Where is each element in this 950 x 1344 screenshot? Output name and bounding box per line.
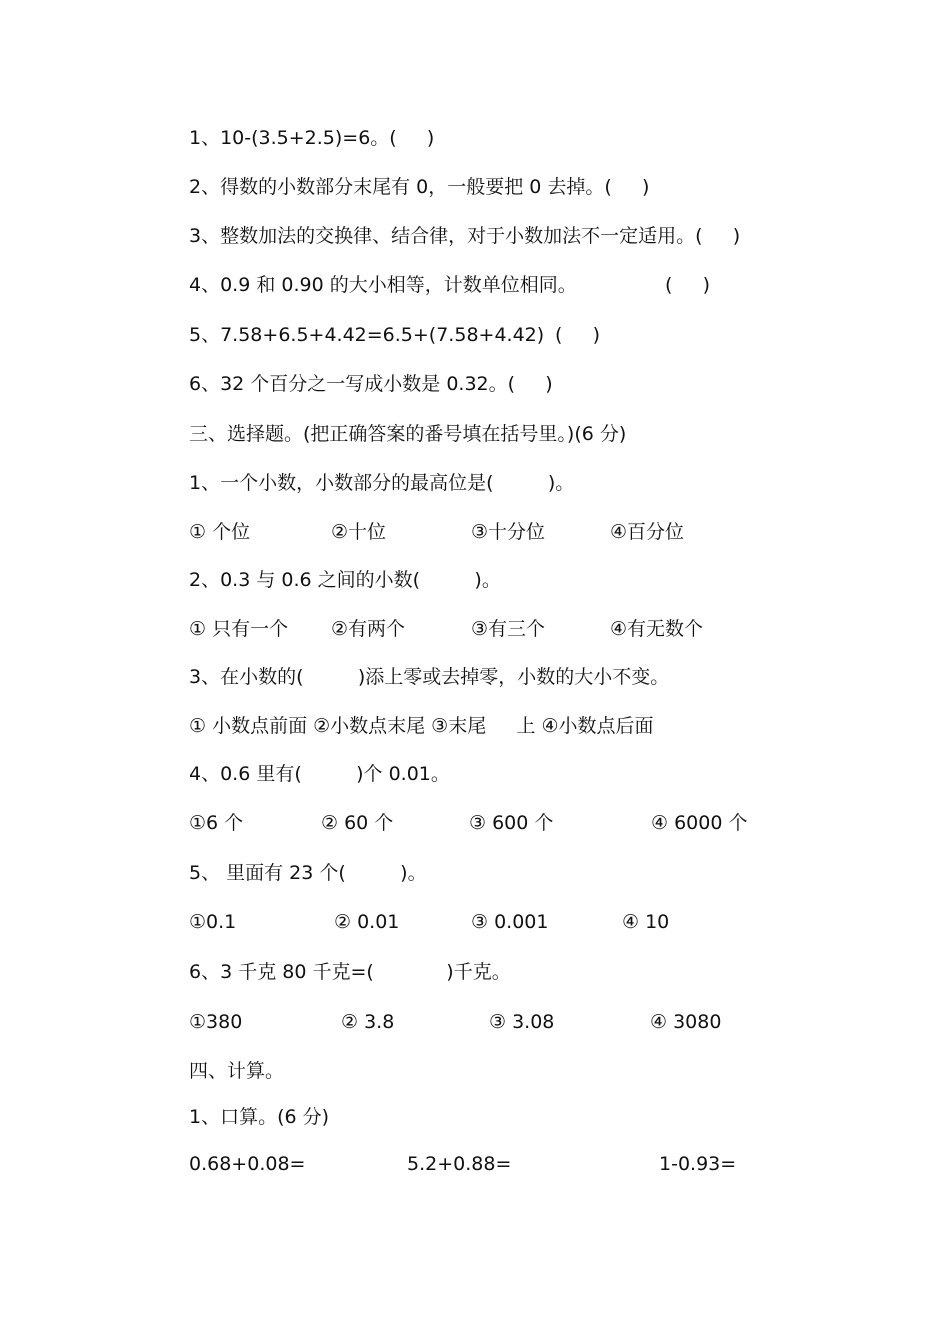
choice-options-5 [189, 907, 670, 937]
judgment-item-6: 6、32 个百分之一写成小数是 0.32。( ) [189, 373, 553, 395]
section4-heading: 四、计算。 [189, 1060, 285, 1082]
option: ① 只有一个 [189, 618, 289, 640]
section3-heading: 三、选择题。(把正确答案的番号填在括号里。)(6 分) [189, 423, 627, 445]
option: ② 3.8 [341, 1011, 395, 1033]
option: ③ 600 个 [469, 812, 554, 834]
judgment-item-4-text: 4、0.9 和 0.90 的大小相等，计数单位相同。 [189, 274, 577, 296]
choice-options-1 [189, 517, 685, 547]
choice-options-6 [189, 1007, 722, 1037]
choice-question-4: 4、0.6 里有( )个 0.01。 [189, 763, 450, 785]
option: ③ 0.001 [471, 911, 549, 933]
option: ② 60 个 [321, 812, 394, 834]
option: ①380 [189, 1011, 243, 1033]
judgment-item-5-blank: ( ) [555, 324, 601, 346]
judgment-item-2: 2、得数的小数部分末尾有 0，一般要把 0 去掉。( ) [189, 176, 650, 198]
option: ②十位 [331, 521, 387, 543]
judgment-item-5-text: 5、7.58+6.5+4.42=6.5+(7.58+4.42) [189, 324, 545, 346]
calc-expression: 0.68+0.08= [189, 1153, 306, 1175]
option: ① 个位 [189, 521, 251, 543]
option: ④ 3080 [650, 1011, 722, 1033]
judgment-item-3: 3、整数加法的交换律、结合律，对于小数加法不一定适用。( ) [189, 225, 741, 247]
option: ④有无数个 [610, 618, 704, 640]
calc-expression: 5.2+0.88= [407, 1153, 512, 1175]
oral-calc-heading: 1、口算。(6 分) [189, 1106, 330, 1128]
option: ④ 10 [622, 911, 670, 933]
choice-options-2 [189, 614, 704, 644]
choice-options-3: ① 小数点前面 ②小数点末尾 ③末尾 上 ④小数点后面 [189, 715, 654, 737]
choice-question-5: 5、 里面有 23 个( )。 [189, 862, 427, 884]
choice-question-6: 6、3 千克 80 千克=( )千克。 [189, 961, 511, 983]
option: ③十分位 [471, 521, 546, 543]
oral-calc-row [189, 1149, 737, 1179]
choice-question-2: 2、0.3 与 0.6 之间的小数( )。 [189, 569, 501, 591]
judgment-item-5 [189, 320, 601, 350]
judgment-item-4-blank: ( ) [665, 274, 711, 296]
option: ③ 3.08 [489, 1011, 555, 1033]
calc-expression: 1-0.93= [659, 1153, 737, 1175]
option: ③有三个 [471, 618, 546, 640]
option: ①0.1 [189, 911, 237, 933]
choice-question-1: 1、一个小数，小数部分的最高位是( )。 [189, 472, 575, 494]
option: ②有两个 [331, 618, 406, 640]
choice-question-3: 3、在小数的( )添上零或去掉零，小数的大小不变。 [189, 666, 670, 688]
option: ② 0.01 [334, 911, 400, 933]
option: ④ 6000 个 [651, 812, 748, 834]
choice-options-4 [189, 808, 748, 838]
option: ①6 个 [189, 812, 244, 834]
judgment-item-1: 1、10-(3.5+2.5)=6。( ) [189, 127, 435, 149]
judgment-item-4 [189, 270, 711, 300]
option: ④百分位 [610, 521, 685, 543]
